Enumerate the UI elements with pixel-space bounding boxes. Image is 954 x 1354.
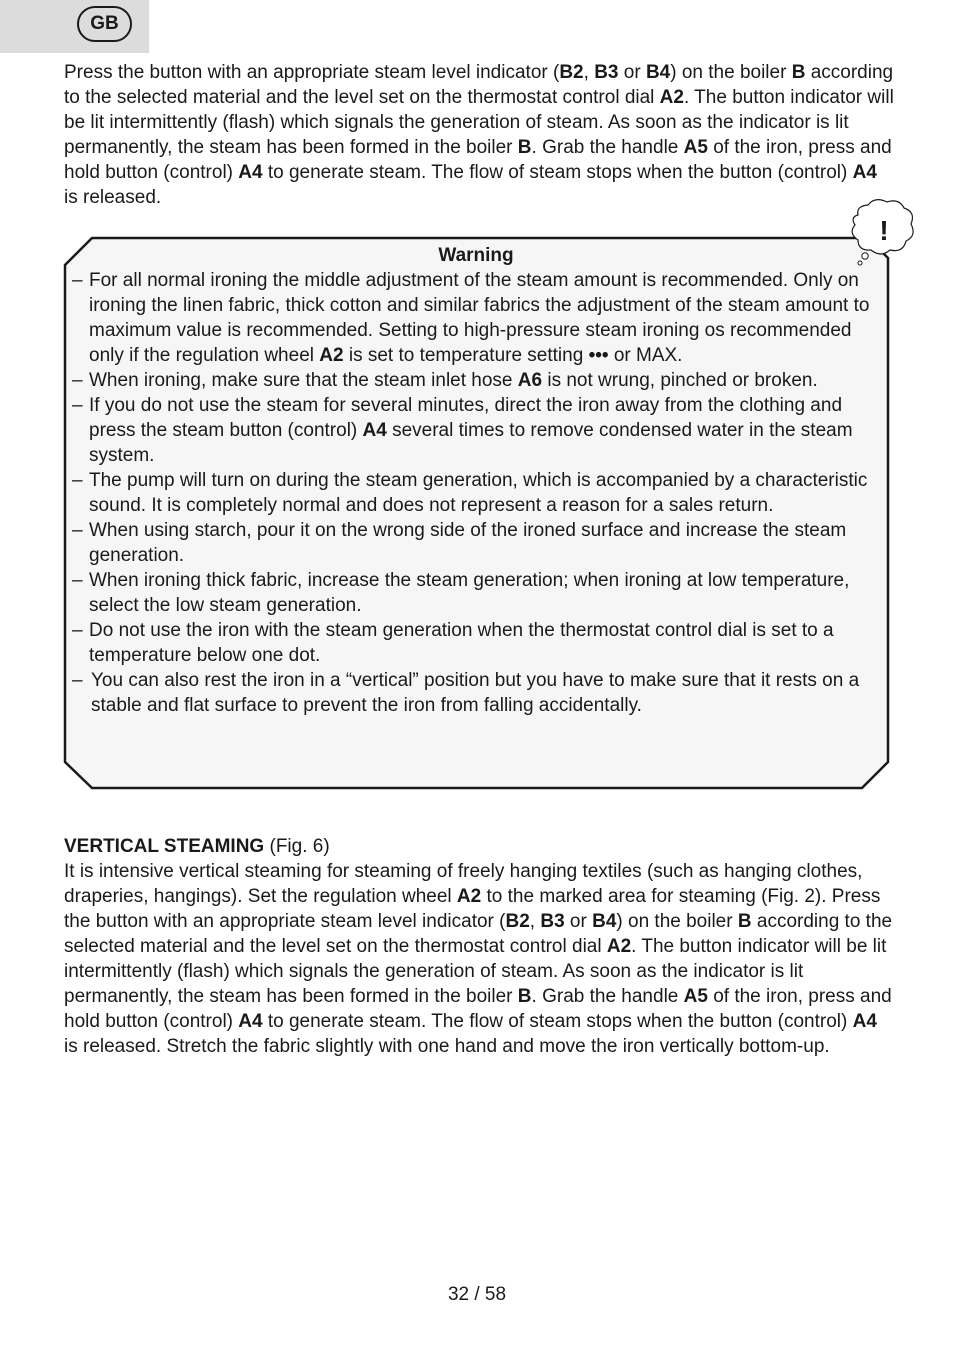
warning-item: – You can also rest the iron in a “vertical” position but you have to make sure that it rests on a stable and flat surface to prevent the iron from falling accidentally. xyxy=(72,670,860,716)
warning-item: – The pump will turn on during the steam generation, which is accompanied by a characteristic sound. It is completely normal and does not represent a reason for a sales return. xyxy=(72,470,868,516)
list-dash: – xyxy=(72,620,83,641)
warning-item: – When ironing, make sure that the steam inlet hose A6 is not wrung, pinched or broken. xyxy=(72,370,818,391)
intro-paragraph: Press the button with an appropriate steam level indicator (B2, B3 or B4) on the boiler B according to the selected material and the level set on the thermostat control dial A2. The button indicator will be lit intermittently (flash) which signals the generation of steam. As soon as the indicator is lit permanently, the steam has been formed in the boiler B. Grab the handle A5 of the iron, press and hold button (control) A4 to generate steam. The flow of steam stops when the button (control) A4 is released. xyxy=(64,62,894,208)
warning-title: Warning xyxy=(438,245,514,266)
language-badge: GB xyxy=(77,6,132,42)
list-dash: – xyxy=(72,520,83,541)
page-number: 32 / 58 xyxy=(447,1284,507,1305)
warning-item: – Do not use the iron with the steam generation when the thermostat control dial is set to a temperature below one dot. xyxy=(72,620,834,666)
warning-item: – If you do not use the steam for several minutes, direct the iron away from the clothing and press the steam button (control) A4 several times to remove condensed water in the steam system. xyxy=(72,395,853,466)
list-dash: – xyxy=(72,370,83,391)
list-dash: – xyxy=(72,670,83,691)
vertical-steaming-section: VERTICAL STEAMING (Fig. 6) It is intensive vertical steaming for steaming of freely hanging textiles (such as hanging clothes, draperies, hangings). Set the regulation wheel A2 to the marked area for steaming (Fig. 2). Press the button with an appropriate steam level indicator (B2, B3 or B4) on the boiler B according to the selected material and the level set on the thermostat control dial A2. The button indicator will be lit intermittently (flash) which signals the generation of steam. As soon as the indicator is lit permanently, the steam has been formed in the boiler B. Grab the handle A5 of the iron, press and hold button (control) A4 to generate steam. The flow of steam stops when the button (control) A4 is released. Stretch the fabric slightly with one hand and move the iron vertically bottom-up. xyxy=(64,836,893,1057)
warning-item: – When using starch, pour it on the wrong side of the ironed surface and increase the steam generation. xyxy=(72,520,847,566)
list-dash: – xyxy=(72,395,83,416)
list-dash: – xyxy=(72,570,83,591)
warning-item: – For all normal ironing the middle adjustment of the steam amount is recommended. Only on ironing the linen fabric, thick cotton and similar fabrics the adjustment of the steam amount to maximum value is recommended. Setting to high-pressure steam ironing os recommended only if the regulation wheel A2 is set to temperature setting ••• or MAX. xyxy=(72,270,870,366)
warning-item: – When ironing thick fabric, increase the steam generation; when ironing at low temperature, select the low steam generation. xyxy=(72,570,850,616)
list-dash: – xyxy=(72,270,83,291)
list-dash: – xyxy=(72,470,83,491)
exclamation-mark: ! xyxy=(879,215,889,246)
warning-list xyxy=(72,268,884,718)
